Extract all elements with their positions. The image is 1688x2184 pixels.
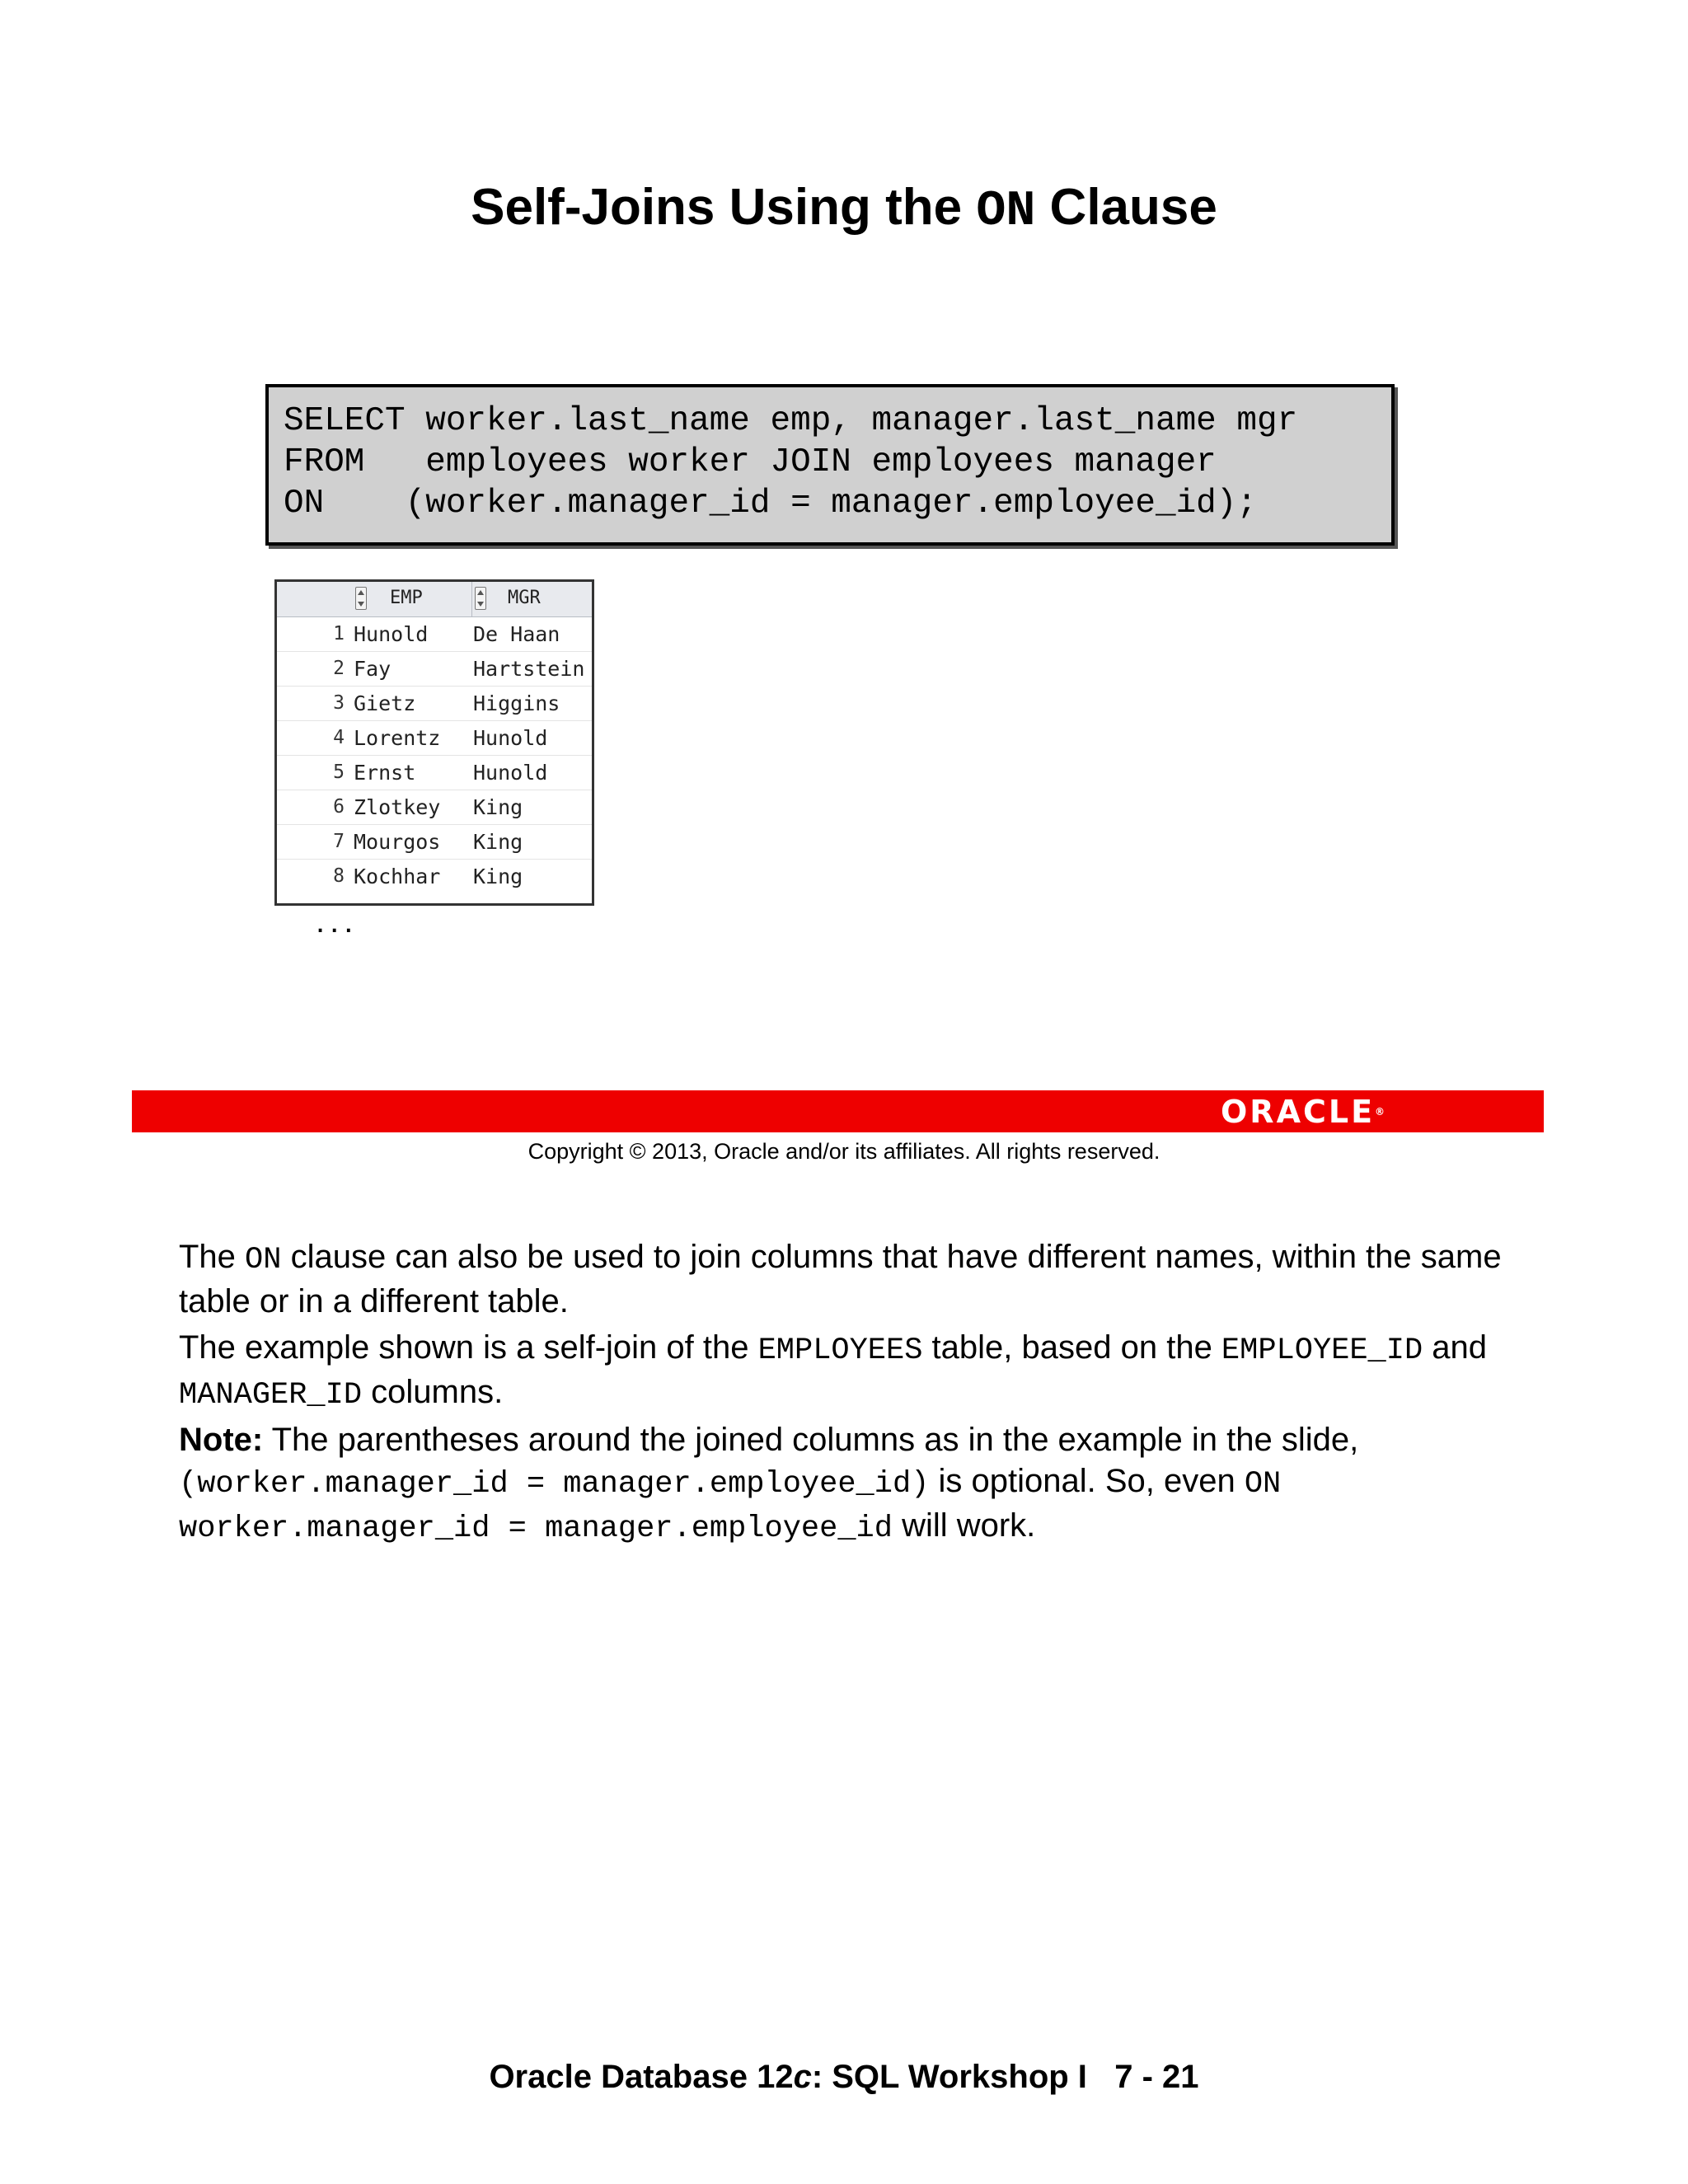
page-footer (0, 2056, 1688, 2097)
inline-code: MANAGER_ID (179, 1378, 363, 1413)
code-line-from: FROM employees worker JOIN employees manager (284, 443, 1217, 481)
table-row[interactable] (277, 686, 592, 721)
para-text: and (1423, 1329, 1488, 1366)
para-text: The parentheses around the joined columns as in the example in the slide, (263, 1422, 1359, 1458)
column-header-emp[interactable]: EMP (390, 588, 423, 608)
cell-mgr: King (473, 830, 523, 854)
note-paragraph-2 (179, 1327, 1531, 1416)
cell-emp: Mourgos (354, 830, 441, 854)
cell-mgr: Hunold (473, 726, 548, 750)
sql-code-box (265, 384, 1395, 546)
table-row[interactable] (277, 755, 592, 790)
more-rows-ellipsis: ... (316, 903, 359, 940)
para-text: The (179, 1239, 246, 1275)
note-paragraph-1 (179, 1236, 1531, 1322)
row-number: 1 (333, 623, 345, 644)
cell-mgr: Hartstein (473, 657, 585, 681)
title-code-keyword: ON (976, 184, 1036, 240)
inline-code: ON worker.manager_id = manager.employee_id (179, 1467, 1282, 1546)
row-number: 5 (333, 762, 345, 783)
para-text: clause can also be used to join columns that have different names, within the same table or in a different table. (179, 1239, 1502, 1319)
inline-code: ON (245, 1243, 282, 1277)
footer-text: : SQL Workshop I 7 - 21 (811, 2059, 1199, 2095)
table-row[interactable] (277, 859, 592, 893)
code-line-on: ON (worker.manager_id = manager.employee_id); (284, 485, 1257, 523)
footer-text: Oracle Database 12 (489, 2059, 794, 2095)
inline-code: (worker.manager_id = manager.employee_id) (179, 1467, 930, 1502)
footer-italic: c (793, 2059, 812, 2095)
cell-emp: Hunold (354, 622, 429, 646)
slide-title (0, 175, 1688, 245)
cell-emp: Gietz (354, 691, 416, 715)
table-row[interactable] (277, 824, 592, 860)
cell-emp: Kochhar (354, 865, 441, 888)
para-text: will work. (892, 1507, 1036, 1544)
cell-emp: Fay (354, 657, 392, 681)
row-number: 8 (333, 865, 345, 887)
cell-mgr: De Haan (473, 622, 560, 646)
para-text: columns. (362, 1374, 504, 1410)
cell-emp: Zlotkey (354, 795, 441, 819)
table-row[interactable] (277, 720, 592, 756)
row-number: 2 (333, 658, 345, 679)
note-label: Note: (179, 1422, 264, 1458)
table-row[interactable] (277, 651, 592, 687)
inline-code: EMPLOYEE_ID (1221, 1333, 1423, 1368)
para-text: is optional. So, even (929, 1463, 1245, 1499)
cell-emp: Lorentz (354, 726, 441, 750)
oracle-logo (1221, 1093, 1385, 1131)
row-number: 7 (333, 831, 345, 852)
sort-icon[interactable] (355, 587, 367, 610)
para-text: The example shown is a self-join of the (179, 1329, 758, 1366)
title-text-end: Clause (1035, 179, 1217, 236)
column-header-mgr[interactable]: MGR (508, 588, 541, 608)
cell-mgr: King (473, 865, 523, 888)
cell-mgr: Hunold (473, 761, 548, 785)
column-divider (471, 582, 472, 616)
code-line-select: SELECT worker.last_name emp, manager.last_name mgr (284, 402, 1298, 440)
trademark-symbol: ® (1375, 1106, 1386, 1118)
inline-code: EMPLOYEES (757, 1333, 923, 1368)
table-row[interactable] (277, 616, 592, 652)
cell-mgr: Higgins (473, 691, 560, 715)
row-number: 4 (333, 727, 345, 748)
oracle-logo-text: ORACLE (1221, 1094, 1376, 1130)
sort-icon[interactable] (475, 587, 486, 610)
row-number: 6 (333, 796, 345, 818)
para-text: table, based on the (922, 1329, 1221, 1366)
grid-header-row (277, 582, 592, 617)
table-row[interactable] (277, 790, 592, 825)
row-number: 3 (333, 692, 345, 714)
note-paragraph-3 (179, 1419, 1531, 1549)
title-text: Self-Joins Using the (471, 179, 977, 236)
copyright-notice: Copyright © 2013, Oracle and/or its affiliates. All rights reserved. (528, 1139, 1160, 1164)
cell-mgr: King (473, 795, 523, 819)
query-result-grid (274, 579, 594, 906)
cell-emp: Ernst (354, 761, 416, 785)
